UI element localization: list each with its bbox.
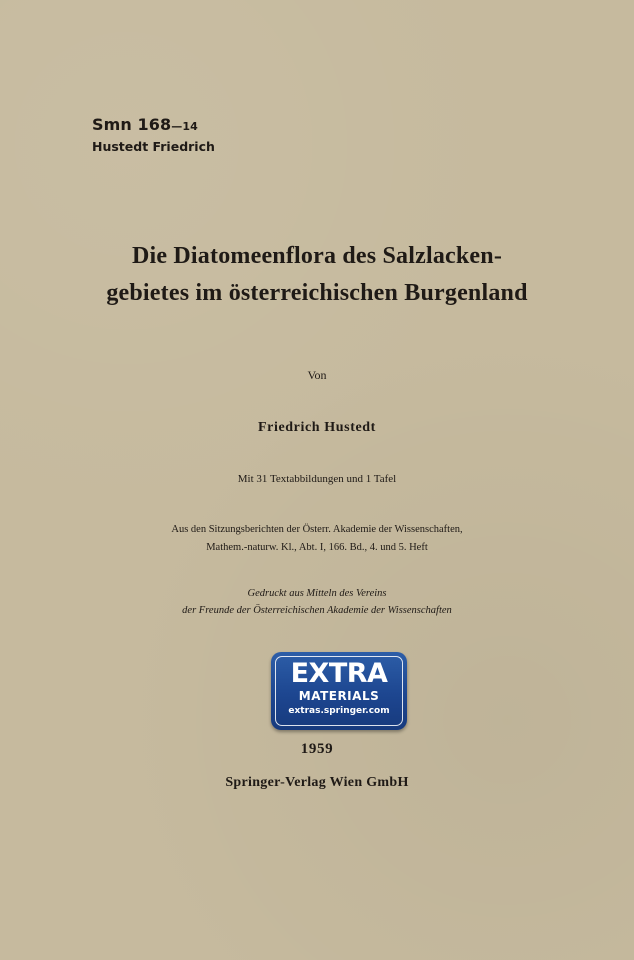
publisher-name: Springer-Verlag Wien GmbH [225,775,409,790]
catalog-author: Hustedt Friedrich [92,139,215,154]
illustrations-note: Mit 31 Textabbildungen und 1 Tafel [237,473,397,485]
book-title-line-1: Die Diatomeenflora des Salzlacken- [131,243,503,269]
series-number: —14 [171,120,198,133]
extra-materials-badge[interactable] [271,652,407,730]
author-name: Friedrich Hustedt [258,420,376,435]
series-code [92,115,198,134]
book-title-line-2: gebietes im österreichischen Burgenland [106,280,528,306]
printing-note-line-1: Gedruckt aus Mitteln des Vereins [247,588,387,599]
series-code-main: Smn 168 [92,115,172,134]
source-line-2: Mathem.-naturw. Kl., Abt. I, 166. Bd., 4. und 5. Heft [206,542,428,553]
source-line-1: Aus den Sitzungsberichten der Österr. Akademie der Wissenschaften, [171,524,463,535]
badge-url-text: extras.springer.com [288,706,390,716]
printing-note-line-2: der Freunde der Österreichischen Akademie der Wissenschaften [182,605,452,616]
by-label: Von [307,368,327,382]
badge-extra-text: EXTRA [290,658,388,689]
publication-year: 1959 [300,741,334,757]
badge-materials-text: MATERIALS [298,689,380,703]
